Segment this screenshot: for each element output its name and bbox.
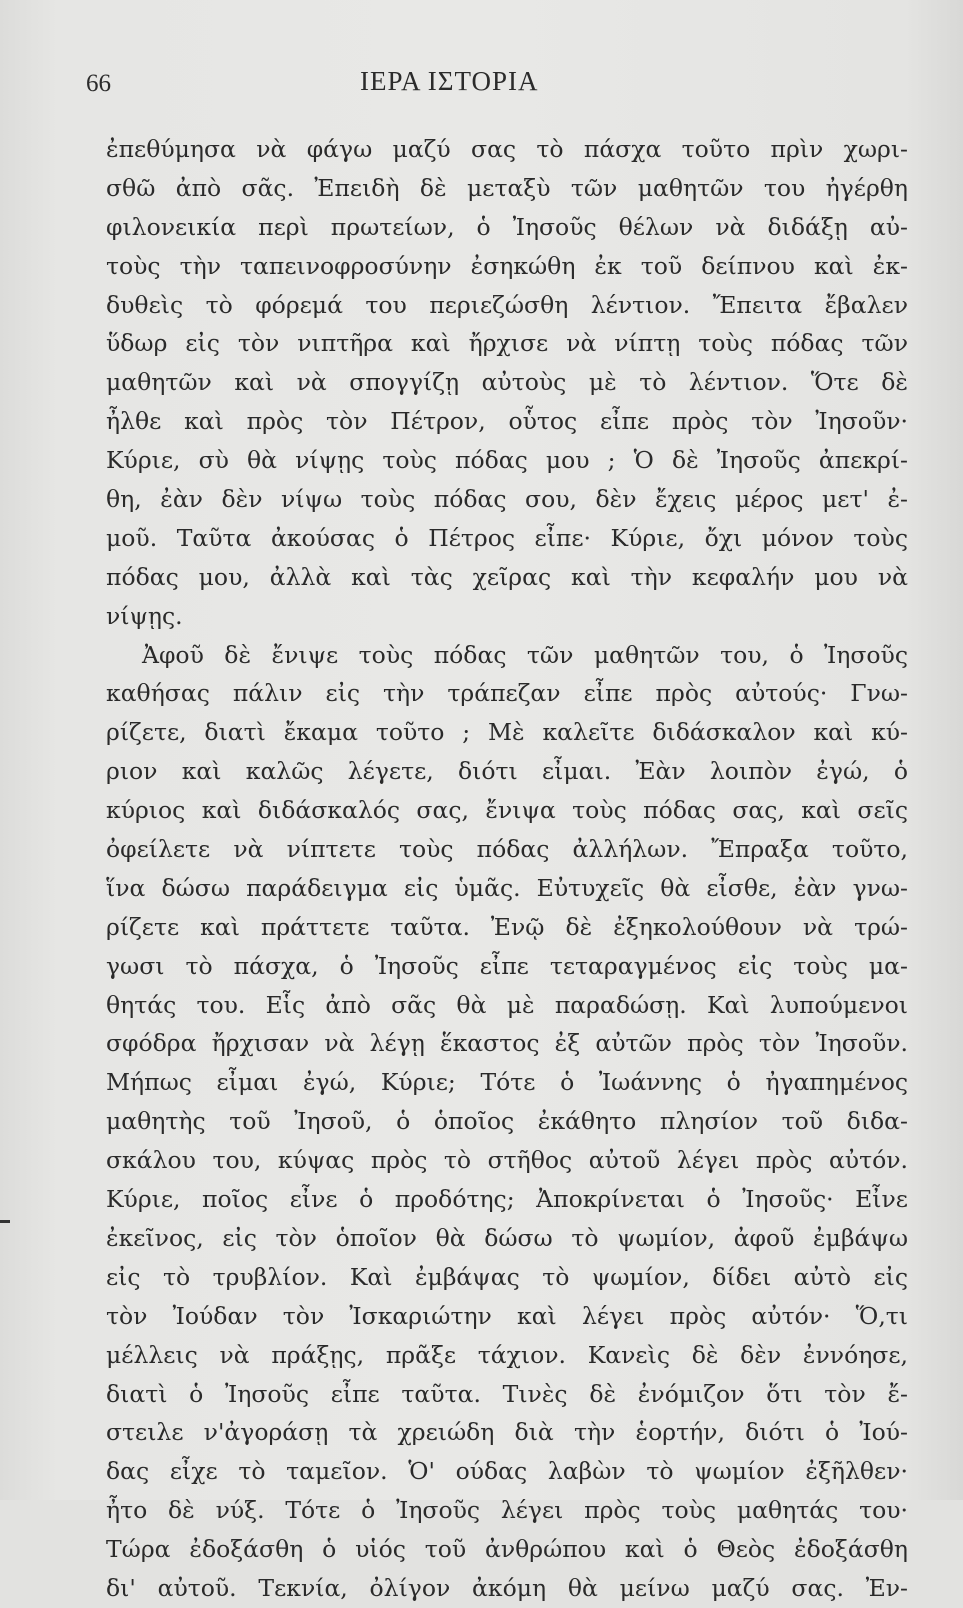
text-line: θητάς του. Εἷς ἀπὸ σᾶς θὰ μὲ παραδώσῃ. Καὶ λυπούμενοι	[106, 990, 908, 1019]
text-line: δυθεὶς τὸ φόρεμά του περιεζώσθη λέντιον. Ἔπειτα ἔβαλεν	[106, 290, 908, 319]
text-line: μοῦ. Ταῦτα ἀκούσας ὁ Πέτρος εἶπε· Κύριε, ὄχι μόνον τοὺς	[106, 523, 908, 552]
text-line: μαθητῶν καὶ νὰ σπογγίζῃ αὐτοὺς μὲ τὸ λέντιον. Ὅτε δὲ	[106, 368, 908, 397]
text-line: μέλλεις νὰ πράξῃς, πρᾶξε τάχιον. Κανεὶς δὲ δὲν ἐννόησε,	[106, 1340, 908, 1369]
text-line: νίψῃς.	[106, 601, 183, 630]
text-line: διατὶ ὁ Ἰησοῦς εἶπε ταῦτα. Τινὲς δὲ ἐνόμιζον ὅτι τὸν ἔ-	[106, 1379, 908, 1408]
paragraph-first-line: Ἀφοῦ δὲ ἔνιψε τοὺς πόδας τῶν μαθητῶν του, ὁ Ἰησοῦς	[142, 640, 908, 669]
text-line: Κύριε, ποῖος εἶνε ὁ προδότης; Ἀποκρίνεται ὁ Ἰησοῦς· Εἶνε	[106, 1185, 908, 1214]
text-line: φιλονεικία περὶ πρωτείων, ὁ Ἰησοῦς θέλων νὰ διδάξῃ αὐ-	[106, 212, 908, 241]
text-line: ὕδωρ εἰς τὸν νιπτῆρα καὶ ἤρχισε νὰ νίπτῃ τοὺς πόδας τῶν	[106, 329, 908, 358]
text-line: σκάλου του, κύψας πρὸς τὸ στῆθος αὐτοῦ λέγει πρὸς αὐτόν.	[106, 1146, 908, 1175]
text-line: ἐκεῖνος, εἰς τὸν ὁποῖον θὰ δώσω τὸ ψωμίον, ἀφοῦ ἐμβάψω	[106, 1223, 908, 1252]
text-line: ὀφείλετε νὰ νίπτετε τοὺς πόδας ἀλλήλων. Ἔπραξα τοῦτο,	[106, 835, 908, 864]
text-line: τοὺς τὴν ταπεινοφροσύνην ἐσηκώθη ἐκ τοῦ δείπνου καὶ ἐκ-	[106, 251, 908, 280]
text-line: εἰς τὸ τρυβλίον. Καὶ ἐμβάψας τὸ ψωμίον, δίδει αὐτὸ εἰς	[106, 1262, 908, 1291]
text-line: Κύριε, σὺ θὰ νίψῃς τοὺς πόδας μου ; Ὁ δὲ Ἰησοῦς ἀπεκρί-	[106, 446, 908, 475]
text-line: ἦλθε καὶ πρὸς τὸν Πέτρον, οὗτος εἶπε πρὸς τὸν Ἰησοῦν·	[106, 407, 908, 436]
body-text	[106, 130, 908, 1608]
text-line: σθῶ ἀπὸ σᾶς. Ἐπειδὴ δὲ μεταξὺ τῶν μαθητῶν του ἠγέρθη	[106, 173, 908, 202]
text-line: δας εἶχε τὸ ταμεῖον. Ὁ' ούδας λαβὼν τὸ ψωμίον ἐξῆλθεν·	[106, 1457, 908, 1486]
text-line: ἦτο δὲ νύξ. Τότε ὁ Ἰησοῦς λέγει πρὸς τοὺς μαθητάς του·	[106, 1496, 908, 1525]
text-line: ἵνα δώσω παράδειγμα εἰς ὑμᾶς. Εὐτυχεῖς θὰ εἶσθε, ἐὰν γνω-	[106, 873, 908, 902]
page-number: 66	[86, 70, 111, 97]
running-title: ΙΕΡΑ ΙΣΤΟΡΙΑ	[360, 66, 539, 96]
text-line: κύριος καὶ διδάσκαλός σας, ἔνιψα τοὺς πόδας σας, καὶ σεῖς	[106, 796, 908, 825]
text-line: γωσι τὸ πάσχα, ὁ Ἰησοῦς εἶπε τεταραγμένος εἰς τοὺς μα-	[106, 951, 908, 980]
text-line: τὸν Ἰούδαν τὸν Ἰσκαριώτην καὶ λέγει πρὸς αὐτόν· Ὅ,τι	[106, 1301, 908, 1330]
margin-mark	[0, 1220, 10, 1223]
text-line: στειλε ν'ἀγοράσῃ τὰ χρειώδη διὰ τὴν ἑορτήν, διότι ὁ Ἰού-	[106, 1418, 908, 1447]
text-line: ρίζετε, διατὶ ἔκαμα τοῦτο ; Μὲ καλεῖτε διδάσκαλον καὶ κύ-	[106, 718, 908, 747]
text-line: σφόδρα ἤρχισαν νὰ λέγῃ ἕκαστος ἐξ αὐτῶν πρὸς τὸν Ἰησοῦν.	[106, 1029, 908, 1058]
text-line: μαθητὴς τοῦ Ἰησοῦ, ὁ ὁποῖος ἐκάθητο πλησίον τοῦ διδα-	[106, 1107, 908, 1136]
text-line: ρίζετε καὶ πράττετε ταῦτα. Ἐνῷ δὲ ἐξηκολούθουν νὰ τρώ-	[106, 912, 908, 941]
text-line: δι' αὐτοῦ. Τεκνία, ὀλίγον ἀκόμη θὰ μείνω μαζύ σας. Ἐν-	[106, 1573, 908, 1602]
text-line: Μήπως εἶμαι ἐγώ, Κύριε; Τότε ὁ Ἰωάννης ὁ ἠγαπημένος	[106, 1068, 908, 1097]
text-line: πόδας μου, ἀλλὰ καὶ τὰς χεῖρας καὶ τὴν κεφαλήν μου νὰ	[106, 562, 908, 591]
text-line: ἐπεθύμησα νὰ φάγω μαζύ σας τὸ πάσχα τοῦτο πρὶν χωρι-	[106, 135, 908, 163]
text-line: καθήσας πάλιν εἰς τὴν τράπεζαν εἶπε πρὸς αὐτούς· Γνω-	[106, 679, 908, 708]
text-line: θη, ἐὰν δὲν νίψω τοὺς πόδας σου, δὲν ἔχεις μέρος μετ' ἐ-	[106, 485, 908, 514]
text-line: ριον καὶ καλῶς λέγετε, διότι εἶμαι. Ἐὰν λοιπὸν ἐγώ, ὁ	[106, 757, 908, 786]
text-line: Τώρα ἐδοξάσθη ὁ υἱός τοῦ ἀνθρώπου καὶ ὁ Θεὸς ἐδοξάσθη	[106, 1535, 908, 1564]
